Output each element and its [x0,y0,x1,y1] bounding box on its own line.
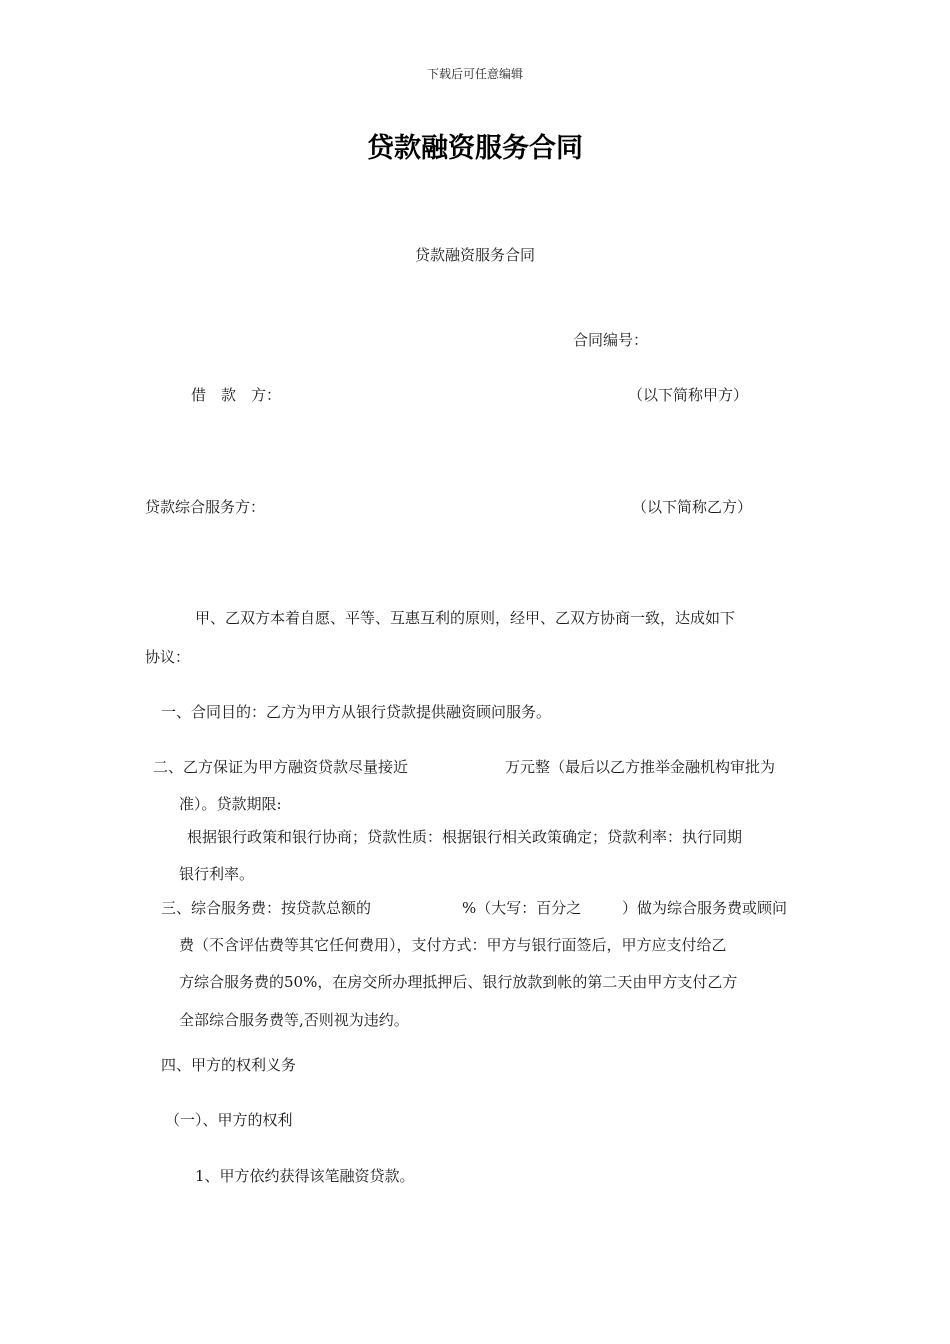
section-4-title: 四、甲方的权利义务 [161,1056,297,1074]
service-provider-label: 贷款综合服务方： [145,498,266,516]
contract-number-label: 合同编号： [573,331,649,349]
borrower-note: （以下简称甲方） [628,386,749,404]
clause-2-line-2: 准）。贷款期限: [179,795,282,813]
subsection-1-title: （一）、甲方的权利 [165,1111,293,1129]
clause-1: 一、合同目的：乙方为甲方从银行贷款提供融资顾问服务。 [161,703,552,721]
header-note: 下载后可任意编辑 [426,67,523,81]
clause-2-line-4: 银行利率。 [179,865,255,883]
clause-3-part-2: %（大写：百分之 [462,899,582,917]
clause-2-part-2: 万元整（最后以乙方推举金融机构审批为 [505,758,776,776]
clause-3-line-2: 费（不含评估费等其它任何费用），支付方式：甲方与银行面签后，甲方应支付给乙 [179,936,727,954]
clause-3-part-1: 三、综合服务费：按贷款总额的 [161,899,372,917]
service-provider-note: （以下简称乙方） [632,498,753,516]
clause-3-line-3: 方综合服务费的50%，在房交所办理抵押后、银行放款到帐的第二天由甲方支付乙方 [179,973,738,991]
borrower-label: 借 款 方： [191,386,282,404]
document-subtitle: 贷款融资服务合同 [414,246,535,264]
preamble-line-2: 协议： [145,648,191,666]
clause-2-part-1: 二、乙方保证为甲方融资贷款尽量接近 [153,758,409,776]
document-title: 贷款融资服务合同 [367,133,583,164]
item-1: 1、甲方依约获得该笔融资贷款。 [195,1167,415,1185]
clause-3-line-4: 全部综合服务费等,否则视为违约。 [179,1011,409,1029]
preamble-line-1: 甲、乙双方本着自愿、平等、互惠互利的原则，经甲、乙双方协商一致，达成如下 [195,609,736,627]
clause-2-line-3: 根据银行政策和银行协商；贷款性质：根据银行相关政策确定；贷款利率：执行同期 [187,828,743,846]
clause-3-part-3: ）做为综合服务费或顾问 [622,899,788,917]
